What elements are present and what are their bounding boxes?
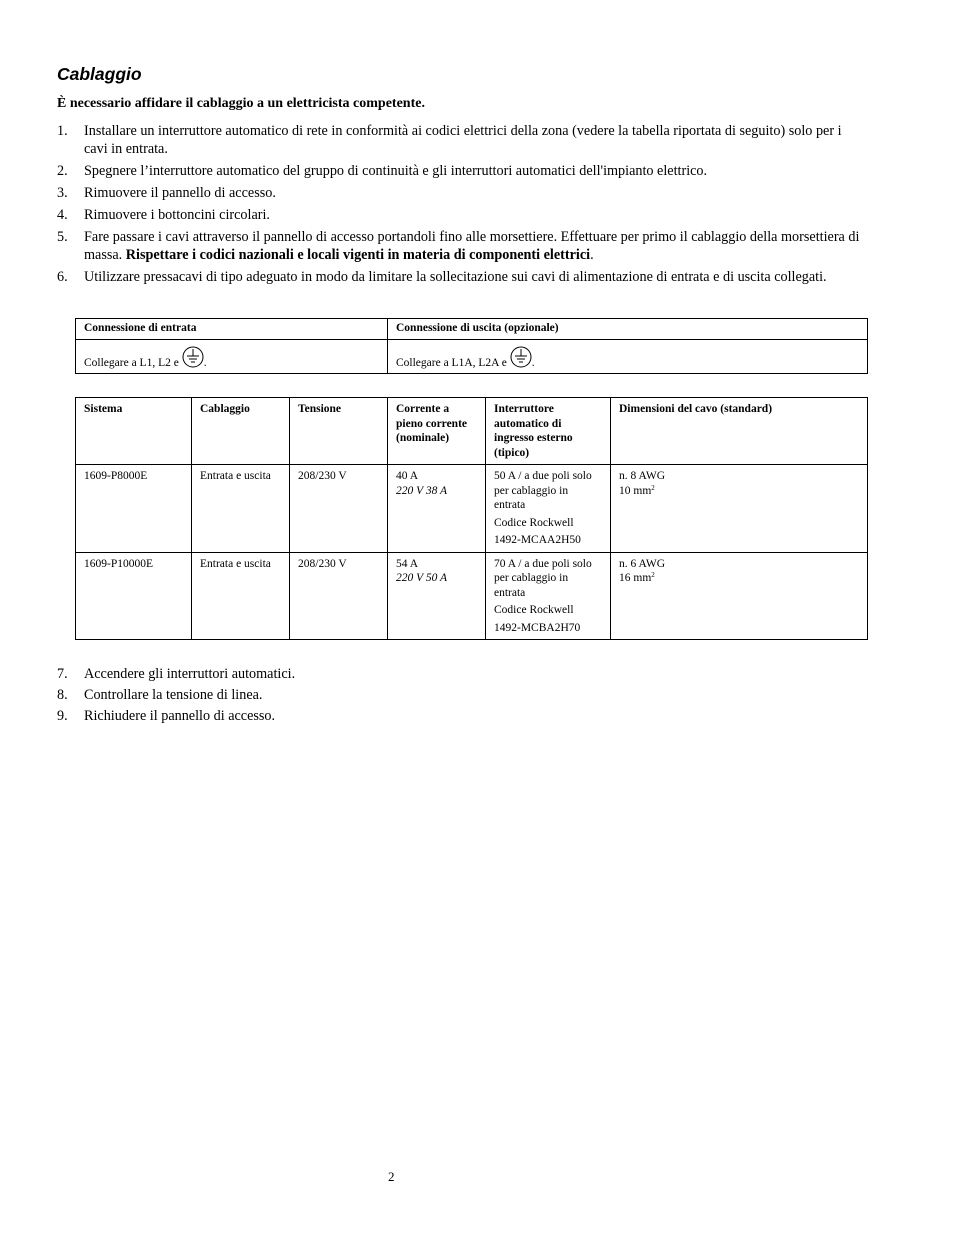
step-text-bold: Rispettare i codici nazionali e locali vigenti in materia di componenti elettrici (125, 247, 591, 263)
steps-list-first (57, 122, 867, 290)
list-item (57, 268, 867, 286)
cell-suffix: . (531, 357, 535, 369)
page-number: 2 (388, 1169, 395, 1184)
step-text: Accendere gli interruttori automatici. (84, 666, 296, 682)
table-cell: 1609-P8000E (76, 465, 192, 553)
cell-text: Collegare a L1A, L2A e (396, 357, 510, 369)
table-cell (611, 465, 868, 553)
breaker-code-label: Codice Rockwell (494, 516, 574, 529)
table-row (76, 340, 868, 374)
steps-list-second (57, 665, 867, 728)
step-number: 5. (57, 229, 68, 245)
table-cell: Entrata e uscita (192, 552, 290, 640)
list-item (57, 184, 867, 202)
cable-mm: 16 mm (619, 572, 652, 584)
current-value: 54 A (396, 557, 419, 570)
cable-section (619, 571, 859, 586)
current-alt-value: 220 V 50 A (396, 572, 448, 584)
list-item (57, 228, 867, 264)
step-number: 1. (57, 123, 68, 139)
cell-text: Collegare a L1, L2 e (84, 357, 182, 369)
table-cell (76, 340, 388, 374)
step-text: Utilizzare pressacavi di tipo adeguato in modo da limitare la sollecitazione sui cavi di alimentazione di entrata e di uscita collegati. (84, 269, 827, 285)
step-number: 2. (57, 163, 68, 179)
section-heading: Cablaggio (57, 64, 142, 84)
step-text: Richiudere il pannello di accesso. (84, 708, 276, 724)
list-item (57, 707, 867, 725)
step-text: Installare un interruttore automatico di rete in conformità ai codici elettrici della zona (vedere la tabella riportata di seguito) solo per i cavi in entrata. (84, 123, 842, 157)
cell-suffix: . (203, 357, 207, 369)
cable-exponent: 2 (651, 483, 655, 492)
list-item (57, 665, 867, 683)
step-number: 6. (57, 269, 68, 285)
breaker-code-label: Codice Rockwell (494, 604, 574, 616)
cable-awg: n. 6 AWG (619, 557, 666, 570)
connection-table (75, 318, 868, 374)
warning-note: È necessario affidare il cablaggio a un elettricista competente. (57, 96, 425, 111)
table-row (76, 552, 868, 640)
specifications-table (75, 397, 868, 640)
step-text: Rimuovere i bottoncini circolari. (84, 207, 270, 223)
step-text-plain: Fare passare i cavi attraverso il pannello di accesso portandoli fino alle morsettiere. Effettuare per primo il cablaggio della morsettiera di massa. (84, 229, 860, 263)
cable-exponent: 2 (651, 571, 655, 579)
table-cell (486, 552, 611, 640)
table-cell (388, 340, 868, 374)
step-number: 9. (57, 708, 68, 724)
list-item (57, 162, 867, 180)
table-header: Sistema (76, 398, 192, 465)
step-number: 7. (57, 666, 68, 682)
ground-symbol-icon (510, 346, 532, 368)
table-header: Cablaggio (192, 398, 290, 465)
table-cell (388, 465, 486, 553)
table-row (76, 465, 868, 553)
step-number: 4. (57, 207, 68, 223)
cable-awg: n. 8 AWG (619, 470, 666, 482)
step-text: Controllare la tensione di linea. (84, 687, 263, 703)
table-cell: Entrata e uscita (192, 465, 290, 553)
table-header: Corrente a pieno corrente (nominale) (388, 398, 486, 465)
step-number: 3. (57, 185, 68, 201)
cable-mm: 10 mm (619, 484, 652, 497)
list-item (57, 122, 867, 158)
table-cell: 1609-P10000E (76, 552, 192, 640)
table-cell: 208/230 V (290, 465, 388, 553)
table-cell (486, 465, 611, 553)
step-text-tail: . (590, 247, 594, 263)
table-header: Dimensioni del cavo (standard) (611, 398, 868, 465)
table-header: Connessione di uscita (opzionale) (388, 319, 868, 340)
breaker-code-number: 1492-MCAA2H50 (494, 534, 581, 546)
breaker-code-number: 1492-MCBA2H70 (494, 621, 581, 634)
table-cell: 208/230 V (290, 552, 388, 640)
breaker-description: 50 A / a due poli solo per cablaggio in entrata (494, 470, 592, 511)
current-value: 40 A (396, 470, 419, 482)
current-alt-value: 220 V 38 A (396, 484, 448, 497)
table-header: Interruttore automatico di ingresso esterno (tipico) (486, 398, 611, 465)
table-header: Connessione di entrata (76, 319, 388, 340)
step-text: Rimuovere il pannello di accesso. (84, 185, 276, 201)
cable-section (619, 484, 859, 499)
breaker-description: 70 A / a due poli solo per cablaggio in entrata (494, 557, 592, 599)
list-item (57, 206, 867, 224)
list-item (57, 686, 867, 704)
step-text (84, 228, 867, 264)
table-header: Tensione (290, 398, 388, 465)
ground-symbol-icon (182, 346, 204, 368)
step-text: Spegnere l’interruttore automatico del gruppo di continuità e gli interruttori automatici dell'impianto elettrico. (84, 163, 708, 179)
table-cell (611, 552, 868, 640)
step-number: 8. (57, 687, 68, 703)
table-cell (388, 552, 486, 640)
